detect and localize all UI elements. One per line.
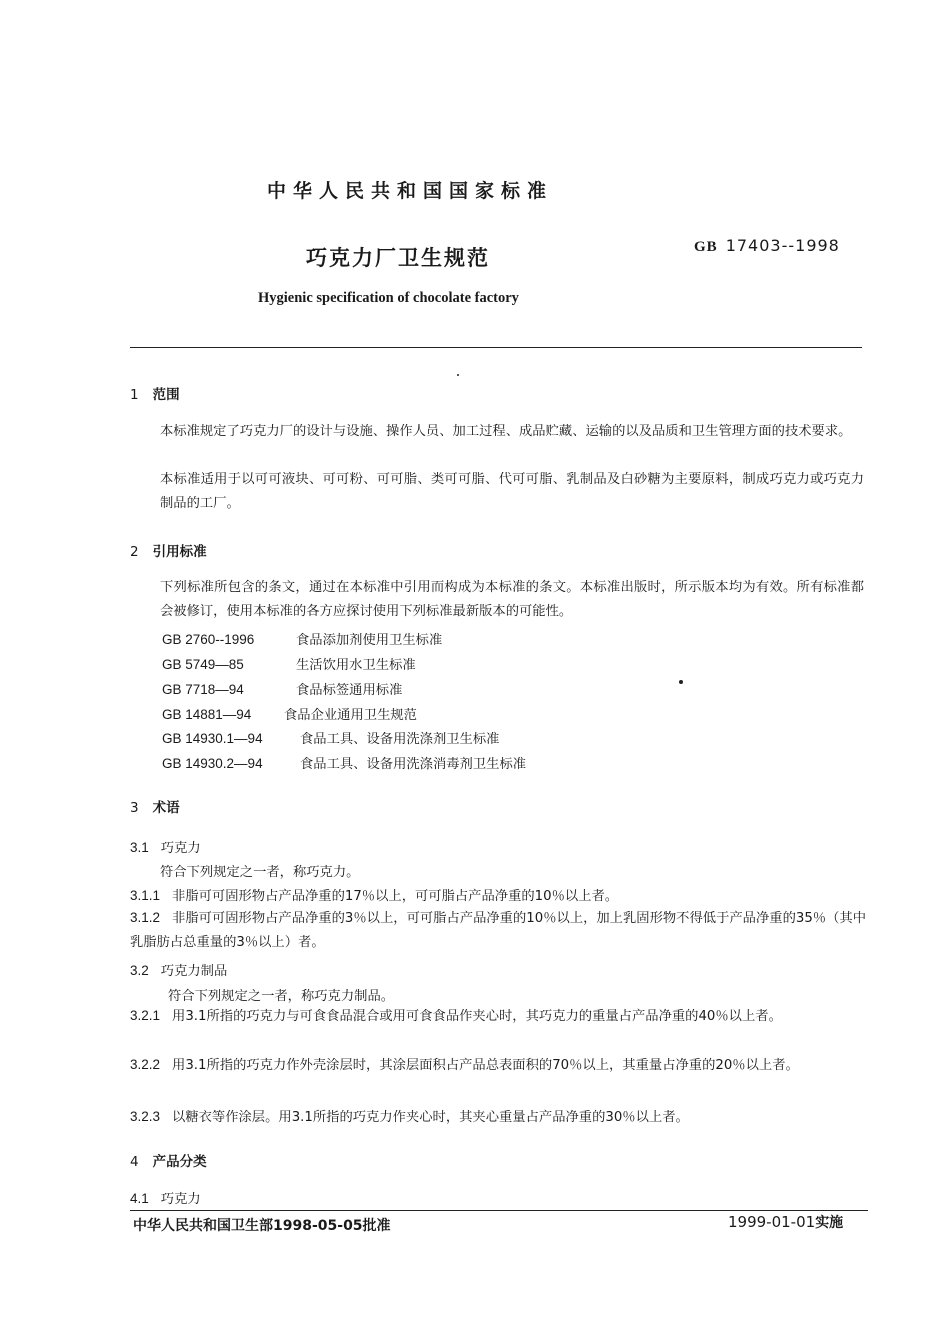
standard-prefix: GB bbox=[694, 239, 718, 255]
clause-3-2-3: 3.2.3 以糖衣等作涂层。用3.1所指的巧克力作夹心时，其夹心重量占产品净重的30％以上者。 bbox=[130, 1109, 689, 1125]
clause-3-1-heading: 3.1 巧克力 bbox=[130, 840, 201, 856]
standard-code: 17403--1998 bbox=[725, 236, 840, 255]
document-title: 巧克力厂卫生规范 bbox=[306, 246, 490, 270]
clause-3-2-definition: 符合下列规定之一者，称巧克力制品。 bbox=[168, 989, 395, 1004]
reference-item: GB 5749—85 生活饮用水卫生标准 bbox=[162, 657, 416, 673]
section-1-paragraph-2: 本标准适用于以可可液块、可可粉、可可脂、类可可脂、代可可脂、乳制品及白砂糖为主要原料，制成巧克力或巧克力制品的工厂。 bbox=[160, 472, 864, 511]
clause-3-2-heading: 3.2 巧克力制品 bbox=[130, 963, 228, 979]
footer-divider bbox=[130, 1210, 868, 1211]
clause-3-2-1: 3.2.1 用3.1所指的巧克力与可食食品混合或用可食食品作夹心时，其巧克力的重量占产品净重的40％以上者。 bbox=[130, 1008, 782, 1024]
english-title: Hygienic specification of chocolate factory bbox=[258, 290, 519, 306]
standard-number bbox=[694, 236, 840, 256]
section-2-paragraph: 下列标准所包含的条文，通过在本标准中引用而构成为本标准的条文。本标准出版时，所示版本均为有效。所有标准都会被修订，使用本标准的各方应探讨使用下列标准最新版本的可能性。 bbox=[160, 580, 864, 619]
reference-item: GB 14930.1—94 食品工具、设备用洗涤剂卫生标准 bbox=[162, 731, 500, 747]
clause-3-1-2: 3.1.2 非脂可可固形物占产品净重的3％以上，可可脂占产品净重的10％以上，加上乳固形物不得低于产品净重的35％（其中乳脂肪占总重量的3％以上）者。 bbox=[130, 910, 866, 950]
section-4-heading: 4 产品分类 bbox=[130, 1154, 207, 1170]
national-standard-heading: 中华人民共和国国家标准 bbox=[266, 180, 553, 202]
reference-item: GB 14881—94 食品企业通用卫生规范 bbox=[162, 707, 417, 723]
reference-item: GB 2760--1996 食品添加剂使用卫生标准 bbox=[162, 632, 443, 648]
section-2-heading: 2 引用标准 bbox=[130, 544, 207, 560]
section-1-heading: 1 范围 bbox=[130, 387, 180, 403]
clause-4-1-heading: 4.1 巧克力 bbox=[130, 1191, 201, 1207]
clause-3-2-2: 3.2.2 用3.1所指的巧克力作外壳涂层时，其涂层面积占产品总表面积的70％以上，其重量占净重的20％以上者。 bbox=[130, 1057, 799, 1073]
scan-speck bbox=[679, 680, 683, 684]
section-1-paragraph-1: 本标准规定了巧克力厂的设计与设施、操作人员、加工过程、成品贮藏、运输的以及品质和卫生管理方面的技术要求。 bbox=[160, 424, 852, 439]
header-divider bbox=[130, 347, 862, 348]
section-3-heading: 3 术语 bbox=[130, 800, 180, 816]
effective-date-line: 1999-01-01实施 bbox=[728, 1213, 844, 1231]
scan-speck bbox=[457, 374, 459, 376]
clause-3-1-1: 3.1.1 非脂可可固形物占产品净重的17％以上，可可脂占产品净重的10％以上者。 bbox=[130, 888, 619, 904]
reference-item: GB 7718—94 食品标签通用标准 bbox=[162, 682, 403, 698]
reference-item: GB 14930.2—94 食品工具、设备用洗涤消毒剂卫生标准 bbox=[162, 756, 527, 772]
approval-line: 中华人民共和国卫生部1998-05-05批准 bbox=[133, 1218, 391, 1234]
clause-3-1-definition: 符合下列规定之一者，称巧克力。 bbox=[160, 865, 360, 880]
